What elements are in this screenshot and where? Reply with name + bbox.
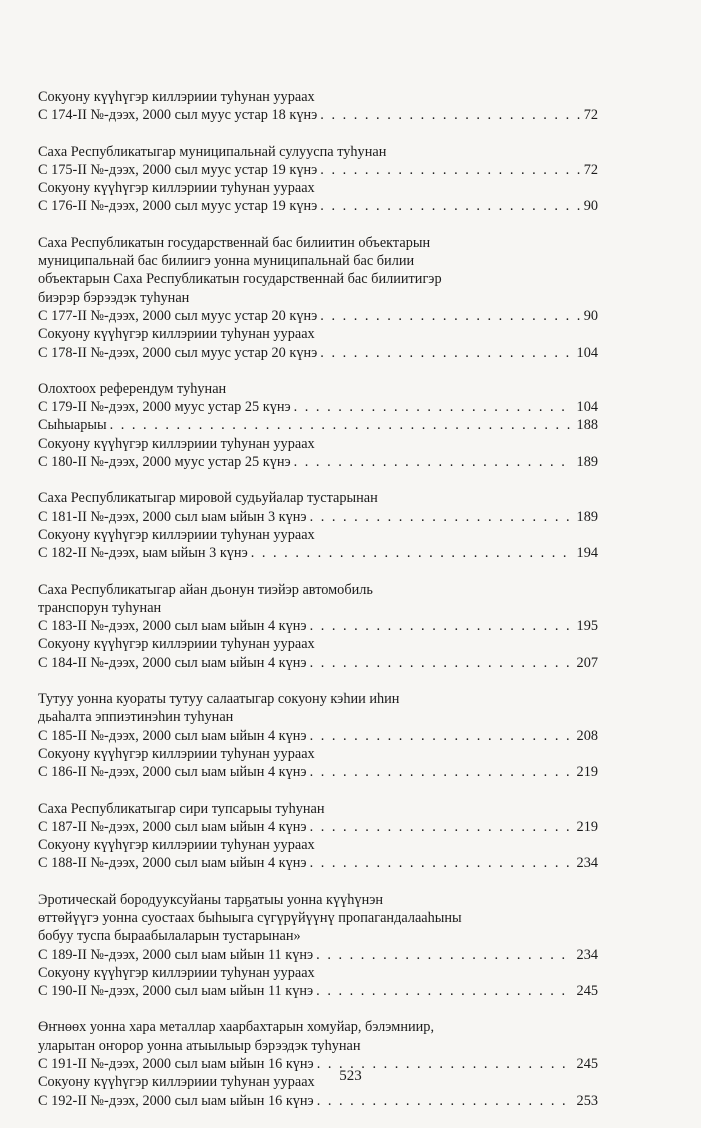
toc-entry xyxy=(38,727,598,745)
toc-section xyxy=(38,891,598,1001)
entry-title: Сокуону күүһүгэр киллэриии туһунан уураах xyxy=(38,636,315,653)
entry-page-number: 219 xyxy=(576,764,598,781)
entry-page-number: 219 xyxy=(576,818,598,835)
section-heading-line: Өҥнөөх уонна хара металлар хаарбахтарын хомуйар, бэлэмниир, xyxy=(38,1019,435,1036)
section-heading-line: биэрэр бэрээдэк туһунан xyxy=(38,289,190,306)
toc-section xyxy=(38,1018,598,1109)
entry-title: Сокуону күүһүгэр киллэриии туһунан уураах xyxy=(38,745,315,762)
toc-entry xyxy=(38,508,598,526)
entry-page-number: 234 xyxy=(576,946,598,963)
section-heading-line: уларытан оҥорор уонна атыылыыр бэрээдэк туһунан xyxy=(38,1037,361,1054)
dot-leader xyxy=(316,982,572,1000)
entry-label: С 177-II №-дээх, 2000 сыл муус устар 20 күнэ xyxy=(38,307,318,324)
dot-leader xyxy=(310,818,573,836)
toc-entry xyxy=(38,763,598,781)
entry-page-number: 194 xyxy=(576,545,598,562)
dot-leader xyxy=(320,197,579,215)
entry-title: Сокуону күүһүгэр киллэриии туһунан уураах xyxy=(38,1074,315,1091)
section-heading-line: муниципальнай бас билиигэ уонна муниципальнай бас билии xyxy=(38,253,415,270)
toc-entry xyxy=(38,161,598,179)
entry-label: С 191-II №-дээх, 2000 сыл ыам ыйын 16 күнэ xyxy=(38,1056,314,1073)
entry-label: С 175-II №-дээх, 2000 сыл муус устар 19 күнэ xyxy=(38,161,318,178)
entry-label: С 174-II №-дээх, 2000 сыл муус устар 18 күнэ xyxy=(38,107,318,124)
entry-label: С 192-II №-дээх, 2000 сыл ыам ыйын 16 күнэ xyxy=(38,1092,314,1109)
entry-page-number: 72 xyxy=(583,161,598,178)
toc-section xyxy=(38,380,598,471)
section-heading-line: Саха Республикатын государственнай бас билиитин объектарын xyxy=(38,234,431,251)
toc-entry xyxy=(38,982,598,1000)
section-heading-line: Сокуону күүһүгэр киллэриии туһунан уураах xyxy=(38,89,315,105)
entry-page-number: 188 xyxy=(576,417,598,434)
entry-label: С 182-II №-дээх, ыам ыйын 3 күнэ xyxy=(38,545,248,562)
dot-leader xyxy=(320,344,572,362)
section-heading-line: бобуу туспа быраабылаларын тустарынан» xyxy=(38,928,301,945)
entry-label: С 180-II №-дээх, 2000 муус устар 25 күнэ xyxy=(38,454,291,471)
entry-page-number: 90 xyxy=(583,307,598,324)
dot-leader xyxy=(310,727,573,745)
section-heading-line: Саха Республикатыгар муниципальнай сулууспа туһунан xyxy=(38,143,387,160)
section-heading-line: Олохтоох референдум туһунан xyxy=(38,380,227,397)
entry-label: Сыһыарыы xyxy=(38,417,107,434)
entry-label: С 178-II №-дээх, 2000 сыл муус устар 20 күнэ xyxy=(38,344,318,361)
dot-leader xyxy=(310,854,573,872)
entry-label: С 184-II №-дээх, 2000 сыл ыам ыйын 4 күнэ xyxy=(38,654,307,671)
dot-leader xyxy=(320,307,579,325)
entry-title: Сокуону күүһүгэр киллэриии туһунан уураах xyxy=(38,180,315,197)
entry-page-number: 195 xyxy=(576,618,598,635)
toc-entry xyxy=(38,197,598,215)
entry-page-number: 104 xyxy=(576,344,598,361)
section-heading-line: Саха Республикатыгар айан дьонун тиэйэр автомобиль xyxy=(38,581,373,598)
toc-entry xyxy=(38,818,598,836)
dot-leader xyxy=(294,398,573,416)
toc-section xyxy=(38,690,598,781)
dot-leader xyxy=(320,161,579,179)
toc-entry xyxy=(38,654,598,672)
section-heading-line: Саха Республикатыгар мировой судьуйалар тустарынан xyxy=(38,490,378,507)
toc-entry xyxy=(38,946,598,964)
entry-label: С 183-II №-дээх, 2000 сыл ыам ыйын 4 күнэ xyxy=(38,618,307,635)
toc-entry xyxy=(38,307,598,325)
dot-leader xyxy=(320,106,579,124)
entry-label: С 187-II №-дээх, 2000 сыл ыам ыйын 4 күнэ xyxy=(38,818,307,835)
toc-section xyxy=(38,800,598,873)
entry-title: Сокуону күүһүгэр киллэриии туһунан уураах xyxy=(38,435,315,452)
entry-page-number: 72 xyxy=(583,107,598,124)
section-heading-line: өттөйүүгэ уонна суостаах быһыыга сүгүрүйүүнү пропагандалааһыны xyxy=(38,909,462,926)
entry-title: Сокуону күүһүгэр киллэриии туһунан уураах xyxy=(38,326,315,343)
toc-section xyxy=(38,143,598,216)
section-heading-line: Тутуу уонна куораты тутуу салаатыгар сокуону кэһии иһин xyxy=(38,691,400,708)
entry-label: С 185-II №-дээх, 2000 сыл ыам ыйын 4 күнэ xyxy=(38,727,307,744)
entry-label: С 176-II №-дээх, 2000 сыл муус устар 19 күнэ xyxy=(38,198,318,215)
toc-section xyxy=(38,581,598,672)
toc-section xyxy=(38,489,598,562)
toc-entry xyxy=(38,617,598,635)
dot-leader xyxy=(316,946,572,964)
toc-entry xyxy=(38,398,598,416)
dot-leader xyxy=(294,453,573,471)
toc-section xyxy=(38,88,598,125)
dot-leader xyxy=(317,1092,573,1110)
entry-page-number: 245 xyxy=(576,983,598,1000)
entry-page-number: 208 xyxy=(576,727,598,744)
toc-entry xyxy=(38,544,598,562)
section-heading-line: Эротическай бородууксуйаны тарҕатыы уонна күүһүнэн xyxy=(38,891,384,908)
dot-leader xyxy=(310,654,573,672)
toc-entry xyxy=(38,453,598,471)
entry-page-number: 189 xyxy=(576,454,598,471)
entry-label: С 190-II №-дээх, 2000 сыл ыам ыйын 11 күнэ xyxy=(38,983,314,1000)
toc-entry xyxy=(38,416,598,434)
dot-leader xyxy=(310,508,573,526)
entry-label: С 181-II №-дээх, 2000 сыл ыам ыйын 3 күнэ xyxy=(38,508,307,525)
entry-label: С 179-II №-дээх, 2000 муус устар 25 күнэ xyxy=(38,399,291,416)
entry-label: С 189-II №-дээх, 2000 сыл ыам ыйын 11 күнэ xyxy=(38,946,314,963)
entry-label: С 186-II №-дээх, 2000 сыл ыам ыйын 4 күнэ xyxy=(38,764,307,781)
toc-entry xyxy=(38,344,598,362)
section-heading-line: дьаһалта эппиэтинэһин туһунан xyxy=(38,709,234,726)
entry-page-number: 90 xyxy=(583,198,598,215)
toc-section xyxy=(38,234,598,362)
table-of-contents xyxy=(38,88,598,1128)
dot-leader xyxy=(110,416,573,434)
entry-title: Сокуону күүһүгэр киллэриии туһунан уураах xyxy=(38,837,315,854)
toc-entry xyxy=(38,106,598,124)
dot-leader xyxy=(310,763,573,781)
entry-title: Сокуону күүһүгэр киллэриии туһунан уураах xyxy=(38,526,315,543)
dot-leader xyxy=(251,544,573,562)
entry-page-number: 189 xyxy=(576,508,598,525)
toc-entry xyxy=(38,854,598,872)
section-heading-line: Саха Республикатыгар сири тупсарыы туһунан xyxy=(38,800,325,817)
entry-page-number: 253 xyxy=(576,1092,598,1109)
entry-label: С 188-II №-дээх, 2000 сыл ыам ыйын 4 күнэ xyxy=(38,855,307,872)
entry-page-number: 245 xyxy=(576,1056,598,1073)
entry-title: Сокуону күүһүгэр киллэриии туһунан уураах xyxy=(38,964,315,981)
entry-page-number: 104 xyxy=(576,399,598,416)
section-heading-line: транспорун туһунан xyxy=(38,599,162,616)
entry-page-number: 207 xyxy=(576,654,598,671)
section-heading-line: объектарын Саха Республикатын государственнай бас билиитигэр xyxy=(38,271,442,288)
dot-leader xyxy=(310,617,573,635)
entry-page-number: 234 xyxy=(576,855,598,872)
page-number: 523 xyxy=(339,1068,362,1084)
toc-entry xyxy=(38,1092,598,1110)
